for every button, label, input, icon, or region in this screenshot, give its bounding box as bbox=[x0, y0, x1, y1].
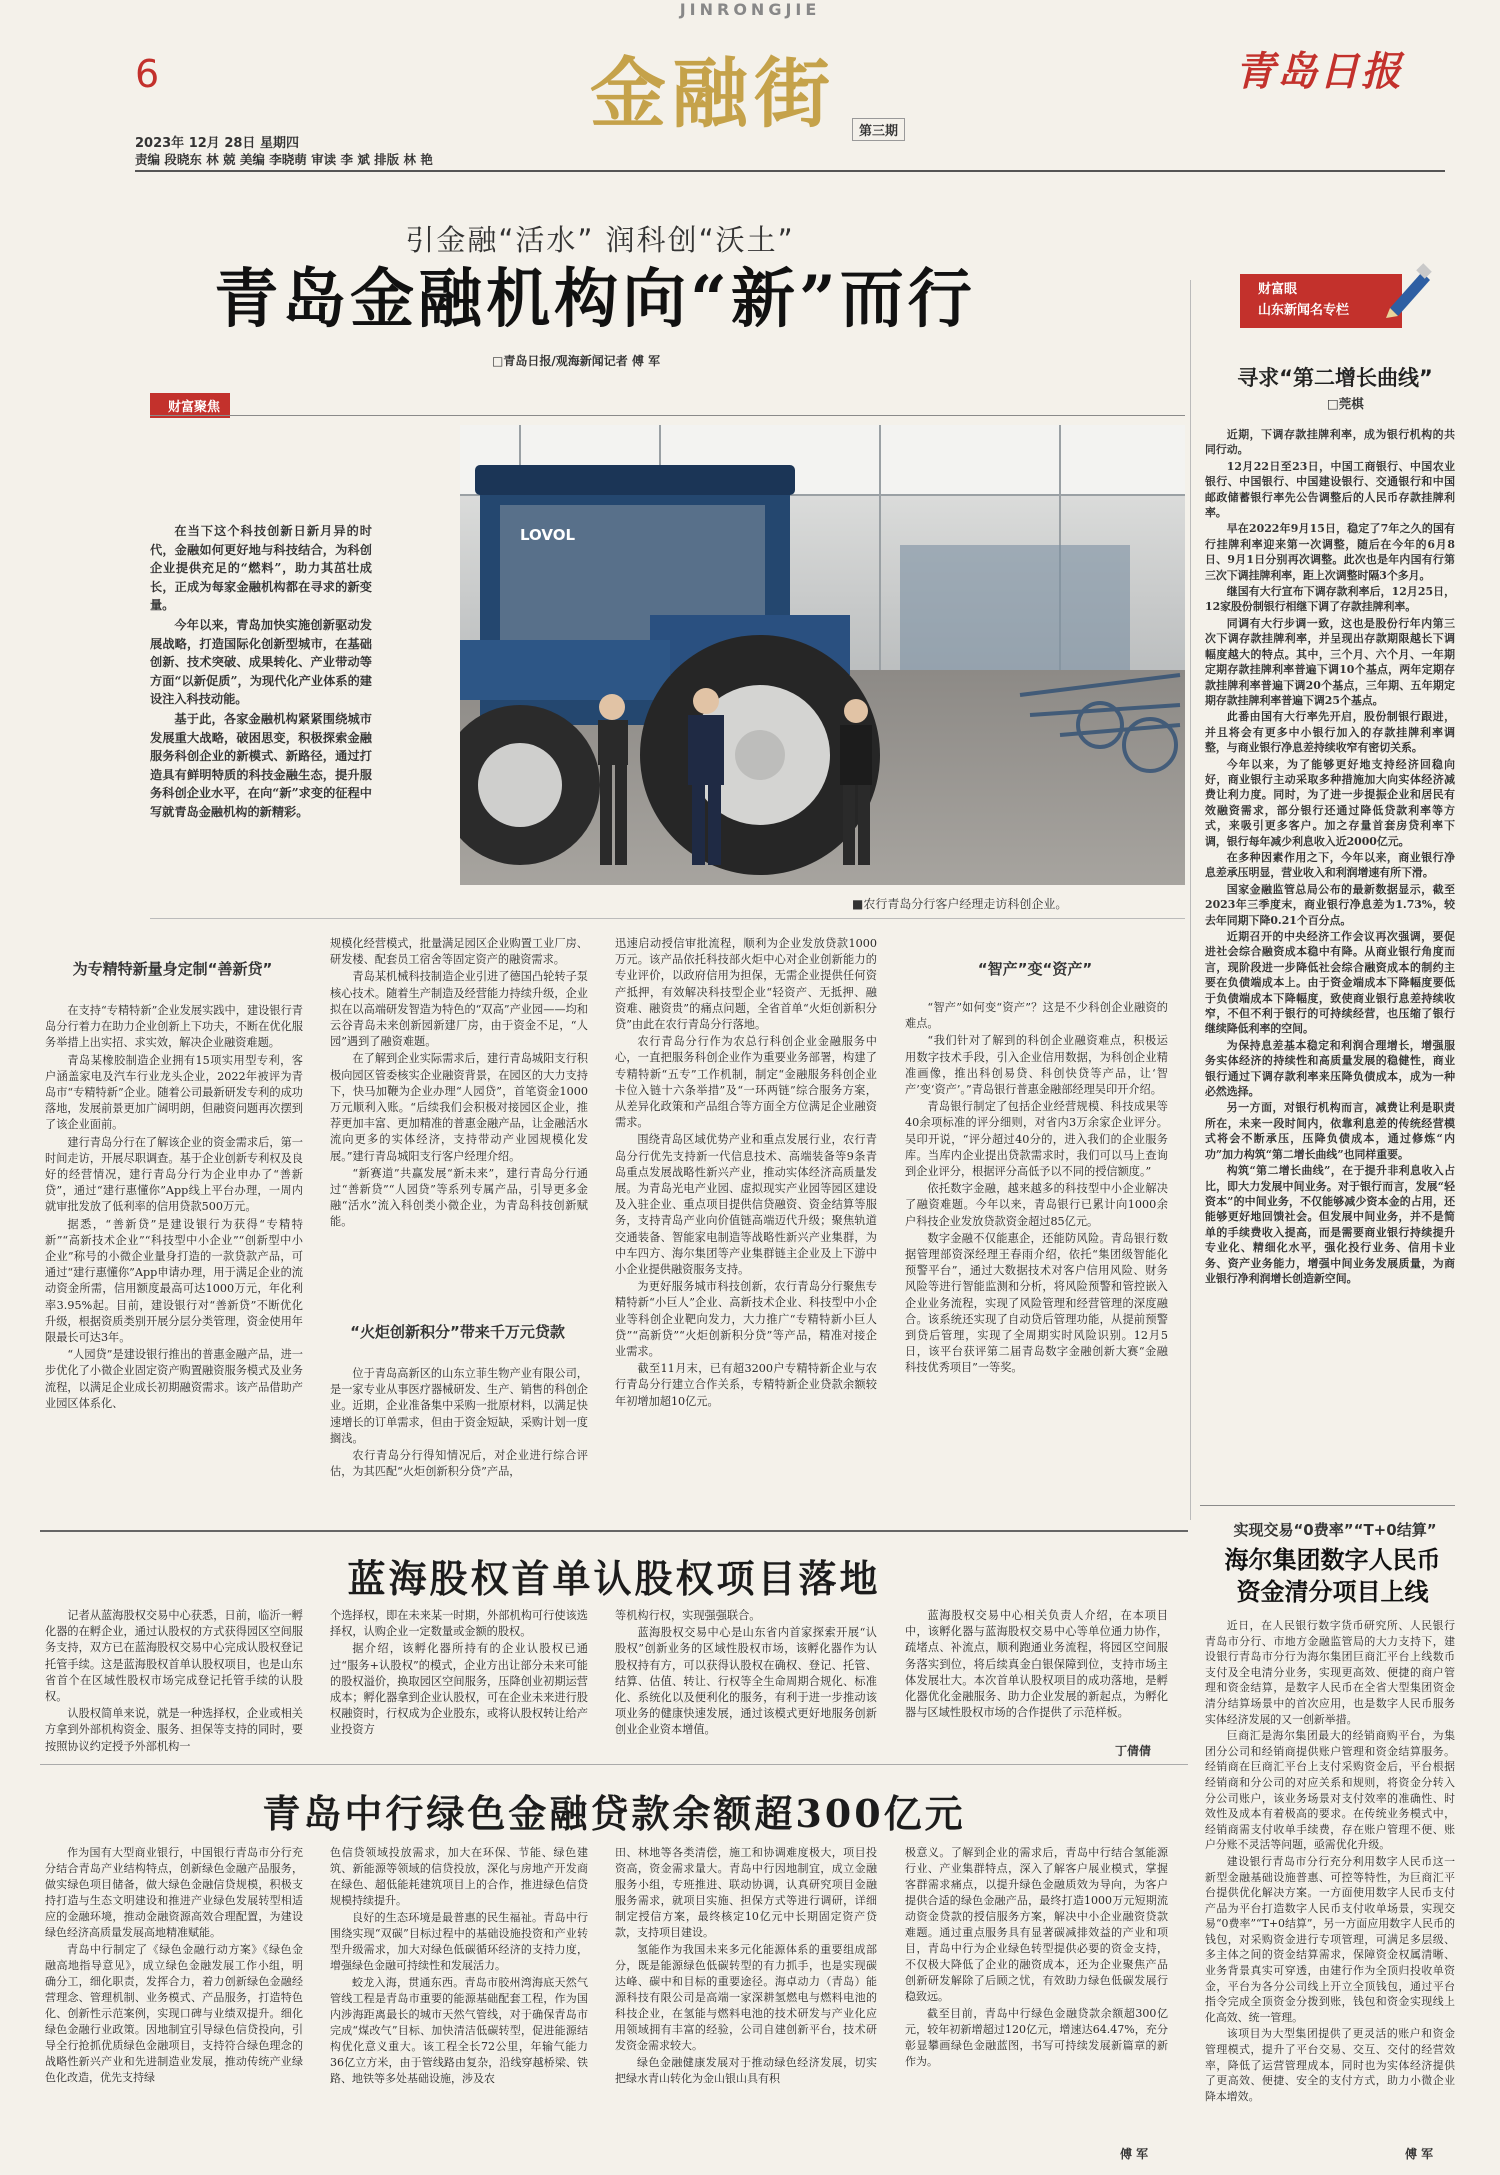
tractor-brand-text: LOVOL bbox=[520, 526, 576, 544]
text-paragraph: 规模化经营模式，批量满足园区企业购置工业厂房、研发楼、配套员工宿舍等固定资产的融资需求。 bbox=[330, 937, 588, 967]
haier-body bbox=[1205, 1618, 1455, 2104]
text-paragraph: 截至目前，青岛中行绿色金融贷款余额超300亿元，较年初新增超过120亿元，增速达64.47%，充分彰显攀画绿色金融蓝图，书写可持续发展新篇章的新作为。 bbox=[905, 2007, 1168, 2068]
lead-col-2a bbox=[330, 936, 588, 1231]
text-paragraph: 绿色金融健康发展对于推动绿色经济发展，切实把绿水青山转化为金山银山具有积 bbox=[615, 2056, 877, 2085]
text-paragraph: 近期，下调存款挂牌利率，成为银行机构的共同行动。 bbox=[1205, 428, 1455, 457]
staff-line: 责编 段晓东 林 兢 美编 李晓萌 审读 李 斌 排版 林 艳 bbox=[135, 152, 433, 167]
text-paragraph: 良好的生态环境是最普惠的民生福祉。青岛中行围绕实现“双碳”目标过程中的基础设施投资和产业转型升级需求，加大对绿色低碳循环经济的支持力度，增强绿色金融可持续性和发展活力。 bbox=[330, 1911, 588, 1972]
lead-col-2b bbox=[330, 1366, 588, 1480]
lanhai-col-2 bbox=[330, 1608, 588, 1739]
text-paragraph: “人园贷”是建设银行推出的普惠金融产品，进一步优化了小微企业固定资产购置融资服务模式及业务流程，以满足企业成长初期融资需求。该产品借助产业园区体系化、 bbox=[45, 1348, 303, 1410]
lead-subhead-1: 为专精特新量身定制“善新贷” bbox=[72, 960, 273, 978]
text-paragraph: 12月22日至23日，中国工商银行、中国农业银行、中国银行、中国建设银行、交通银行和中国邮政储蓄银行率先公告调整后的人民币存款挂牌利率。 bbox=[1205, 459, 1455, 520]
lead-mid-rule bbox=[150, 918, 1185, 919]
text-paragraph: 青岛中行制定了《绿色金融行动方案》《绿色金融高地指导意见》，成立绿色金融发展工作小组，明确分工，细化职责，发挥合力，着力创新绿色金融经营理念、管理机制、业务模式、产品服务，打造特色化、创新性示范案例，实现口碑与业绩双提升。细化绿色金融行业政策。因地制宜引导绿色信贷投向，引导全行抢抓优质绿色金融项目，支持符合绿色理念的战略性新兴产业和先进制造业发展，推动传统产业绿色化改造，优先支持绿 bbox=[45, 1943, 303, 2084]
green-col-2 bbox=[330, 1845, 588, 2087]
haier-top-rule bbox=[1200, 1505, 1455, 1506]
page-number: 6 bbox=[135, 52, 160, 96]
text-paragraph: 今年以来，为了能够更好地支持经济回稳向好，商业银行主动采取多种措施加大向实体经济减费让利力度。同时，为了进一步提振企业和居民有效融资需求，部分银行还通过降低贷款利率等方式，来吸引更多客户。加之存量首套房贷利率下调，银行每年减少利息收入近2000亿元。 bbox=[1205, 757, 1455, 848]
text-paragraph: 围绕青岛区域优势产业和重点发展行业，农行青岛分行优先支持新一代信息技术、高端装备等9条青岛重点发展战略性新兴产业，推动实体经济高质量发展。为青岛光电产业园、虚拟现实产业园等园区建设及入驻企业、重点项目提供信贷融资、资金结算等服务，支持青岛产业向价值链高端迈代升级；聚焦轨道交通装备、智能家电制造等战略性新兴产业集群，为中车四方、海尔集团等产业集群链主企业及上下游中小企业提供融资服务支持。 bbox=[615, 1133, 877, 1277]
text-paragraph: 早在2022年9月15日，稳定了7年之久的国有行挂牌利率迎来第一次调整，随后在今年的6月8日、9月1日分别再次调整。此次也是年内国有行第三次下调挂牌利率，距上次调整时隔3个多月。 bbox=[1205, 522, 1455, 582]
text-paragraph: 蓝海股权交易中心相关负责人介绍，在本项目中，该孵化器与蓝海股权交易中心等单位通力协作，疏堵点、补流点，顺利跑通业务流程，将园区空间服务落实到位，将后续真金白银保障到位，支持市场主体发展壮大。本次首单认股权项目的成功落地，是孵化器优化金融服务、助力企业发展的新起点，为孵化器与区域性股权市场的合作提供了示范样板。 bbox=[905, 1609, 1168, 1720]
text-paragraph: 据介绍，该孵化器所持有的企业认股权已通过“服务+认股权”的模式，企业方出让部分未来可能的股权溢价，换取园区空间服务，压降创业初期运营成本；孵化器拿到企业认股权，可在企业未来进行股权融资时，行权成为企业股东，或将认股权转让给产业投资方 bbox=[330, 1642, 588, 1737]
text-paragraph: 另一方面，对银行机构而言，减费让利是职责所在，未来一段时间内，依靠利息差的传统经营模式将会不断承压，压降负债成本，通过修炼“内功”加力构筑“第二增长曲线”也同样重要。 bbox=[1205, 1101, 1455, 1161]
green-col-3 bbox=[615, 1845, 877, 2087]
green-col-4 bbox=[905, 1845, 1168, 2070]
text-paragraph: “新赛道”共赢发展“新未来”，建行青岛分行通过“善新贷”“人园贷”等系列专属产品，引导更多金融“活水”流入科创类小微企业，为青岛科技创新赋能。 bbox=[330, 1166, 588, 1229]
lead-byline: □青岛日报/观海新闻记者 傅 军 bbox=[492, 354, 661, 368]
column-tag-line1: 财富眼 bbox=[1258, 282, 1298, 297]
text-paragraph: 蛟龙入海，贯通东西。青岛市胶州湾海底天然气管线工程是青岛市重要的能源基础配套工程，作为国内涉海距离最长的城市天然气管线，对于确保青岛市完成“煤改气”目标、加快清洁低碳转型，促进能源结构优化意义重大。该工程全长72公里，年输气能力36亿立方米，由于管线路由复杂，沿线穿越桥梁、铁路、地铁等多处基础设施，涉及农 bbox=[330, 1976, 588, 2085]
text-paragraph: 色信贷领域投放需求，加大在环保、节能、绿色建筑、新能源等领域的信贷投放，深化与房地产开发商在绿色、超低能耗建筑项目上的合作，推进绿色信贷规模持续提升。 bbox=[330, 1846, 588, 1907]
haier-kicker: 实现交易“0费率”“T+0结算” bbox=[1233, 1521, 1437, 1539]
section-title: 金融街 bbox=[590, 49, 836, 138]
haier-headline-2: 资金清分项目上线 bbox=[1236, 1578, 1429, 1606]
text-paragraph: 在多种因素作用之下，今年以来，商业银行净息差承压明显，营业收入和利润增速有所下滑。 bbox=[1205, 850, 1455, 880]
green-top-rule bbox=[40, 1764, 1188, 1765]
text-paragraph: 同调有大行步调一致，这也是股份行年内第三次下调存款挂牌利率，并呈现出存款期限越长下调幅度越大的特点。其中，三个月、六个月、一年期定期存款挂牌利率普遍下调10个基点，两年定期存款挂牌利率普遍下调20个基点，三年期、五年期定期存款挂牌利率普遍下调25个基点。 bbox=[1205, 616, 1455, 707]
lanhai-col-1 bbox=[45, 1608, 303, 1755]
pinyin-header: JINRONGJIE bbox=[679, 0, 821, 19]
text-paragraph: 国家金融监管总局公布的最新数据显示，截至2023年三季度末，商业银行净息差为1.73%，较去年同期下降0.21个百分点。 bbox=[1205, 882, 1455, 927]
text-paragraph: 田、林地等各类清偿，施工和协调难度极大，项目投资高，资金需求量大。青岛中行因地制宜，成立金融服务小组，专班推进、联动协调，认真研究项目金融服务需求，就项目实施、担保方式等进行调研，详细制定授信方案，最终核定10亿元中长期固定资产贷款，支持项目建设。 bbox=[615, 1846, 877, 1939]
lanhai-col-3 bbox=[615, 1608, 877, 1739]
intro-paragraph: 基于此，各家金融机构紧紧围绕城市发展重大战略，破困思变，积极探索金融服务科创企业的新模式、新路径，通过打造具有鲜明特质的科技金融生态，提升服务科创企业水平，在向“新”求变的征程中写就青岛金融机构的新精彩。 bbox=[150, 711, 372, 819]
text-paragraph: 依托数字金融，越来越多的科技型中小企业解决了融资难题。今年以来，青岛银行已累计向1000余户科技企业发放贷款资金超过85亿元。 bbox=[905, 1182, 1168, 1228]
text-paragraph: 巨商汇是海尔集团最大的经销商购平台，为集团分公司和经销商提供账户管理和资金结算服务。经销商在巨商汇平台上支付采购资金后，平台根据经销商和分公司的对应关系和规则，将资金分转入分公司账户，该业务场景对支付效率的准确性、时效性及成本有着极高的要求。在传统业务模式中，经销商需支付收单手续费，存在账户管理不便、账户分账不灵活等问题，亟需优化升级。 bbox=[1205, 1729, 1455, 1852]
text-paragraph: 继国有大行宣布下调存款利率后，12月25日，12家股份制银行相继下调了存款挂牌利率。 bbox=[1205, 585, 1455, 614]
text-paragraph: 农行青岛分行作为农总行科创企业金融服务中心，一直把服务科创企业作为重要业务部署，构建了专精特新“五专”工作机制，制定“金融服务科创企业卡位入链十六条举措”及“一环两链”综合服务方案，从差异化政策和产品组合等方面全方位满足企业融资需求。 bbox=[615, 1035, 877, 1130]
text-paragraph: “我们针对了解到的科创企业融资难点，积极运用数字技术手段，引入企业信用数据，为科创企业精准画像，推出科创易贷、科创快贷等产品，让‘智产’变‘资产’。”青岛银行普惠金融部经理吴印开介绍。 bbox=[905, 1034, 1168, 1097]
green-headline: 青岛中行绿色金融贷款余额超300亿元 bbox=[262, 1791, 966, 1836]
column-tag-line2: 山东新闻名专栏 bbox=[1258, 303, 1350, 318]
text-paragraph: 青岛某橡胶制造企业拥有15项实用型专利，客户涵盖家电及汽车行业龙头企业，2022年被评为青岛市“专精特新”企业。随着公司最新研发专利的成功落地，发展前景更加广阔明朗，但融资问题再次摆到了该企业面前。 bbox=[45, 1053, 303, 1132]
date-line: 2023年 12月 28日 星期四 bbox=[135, 136, 299, 151]
right-column-divider bbox=[1190, 280, 1191, 1520]
text-paragraph: 等机构行权，实现强强联合。 bbox=[615, 1609, 761, 1622]
lead-col-4 bbox=[905, 1000, 1168, 1377]
text-paragraph: 为更好服务城市科技创新，农行青岛分行聚焦专精特新“小巨人”企业、高新技术企业、科技型中小企业等科创企业靶向发力，大力推广“专精特新小巨人贷”“高新贷”“火炬创新积分贷”等产品，精准对接企业需求。 bbox=[615, 1280, 877, 1359]
text-paragraph: 青岛银行制定了包括企业经营规模、科技成果等40余项标准的评分细则，对省内3万余家企业评分。吴印开说，“评分超过40分的，进入我们的企业服务库。当库内企业提出贷款需求时，我们可以马上查询到企业评分，根据评分高低予以不同的授信额度。” bbox=[905, 1100, 1168, 1179]
lead-intro bbox=[150, 522, 372, 822]
lead-tag-rule bbox=[150, 415, 1185, 416]
text-paragraph: 位于青岛高新区的山东立菲生物产业有限公司，是一家专业从事医疗器械研发、生产、销售的科创企业。近期，企业准备集中采购一批原材料，以满足快速增长的订单需求，但由于资金短缺，采购计划一度搁浅。 bbox=[330, 1367, 588, 1445]
green-byline: 傅 军 bbox=[1120, 2147, 1149, 2161]
haier-headline-1: 海尔集团数字人民币 bbox=[1224, 1546, 1441, 1574]
intro-paragraph: 在当下这个科技创新日新月异的时代，金融如何更好地与科技结合，为科创企业提供充足的“燃料”，助力其茁壮成长，正成为每家金融机构都在寻求的新变量。 bbox=[150, 524, 372, 613]
text-paragraph: 为保持息差基本稳定和利润合理增长，增强服务实体经济的持续性和高质量发展的稳健性，商业银行通过下调存款利率来压降负债成本，成为一种必然选择。 bbox=[1205, 1038, 1455, 1099]
lead-subhead-4: “智产”变“资产” bbox=[977, 960, 1093, 978]
text-paragraph: 建设银行青岛市分行充分利用数字人民币这一新型金融基础设施普惠、可控等特性，为巨商汇平台提供优化解决方案。一方面使用数字人民币支付产品为平台打造数字人民币支付收单场景，实现交易“0费率”“T+0结算”，另一方面应用数字人民币的钱包，对采购资金进行专项管理，可满足多层级、多主体之间的资金结算需求，保障资金权属清晰、业务背景真实可穿透，由建行作为全顶归投收单资金，平台为各分公司线上开立全顶钱包，通过平台指令完成全顶资金分拨到账，钱包和资金实现线上化高效、统一管理。 bbox=[1205, 1854, 1455, 2024]
text-paragraph: 认股权简单来说，就是一种选择权，企业或相关方拿到外部机构资金、服务、担保等支持的同时，要按照协议约定授予外部机构一 bbox=[45, 1707, 303, 1753]
pen-icon bbox=[1378, 258, 1438, 322]
newspaper-name: 青岛日报 bbox=[1235, 48, 1403, 95]
lead-tag: 财富聚焦 bbox=[150, 393, 230, 418]
lead-col-1 bbox=[45, 1003, 303, 1412]
text-paragraph: 蓝海股权交易中心是山东省内首家探索开展“认股权”创新业务的区域性股权市场，该孵化器作为认股权持有方，可以获得认股权在确权、登记、托管、结算、估值、转让、行权等全生命周期合规化、标准化、系统化以及便利化的服务，有利于进一步推动该项业务的健康快速发展，通过该模式更好地服务创新创业企业资本增值。 bbox=[615, 1626, 877, 1737]
intro-paragraph: 今年以来，青岛加快实施创新驱动发展战略，打造国际化创新型城市，在基础创新、技术突破、成果转化、产业带动等方面“以新促质”，为现代化产业体系的建设注入科技动能。 bbox=[150, 617, 372, 707]
lanhai-top-rule bbox=[40, 1530, 1188, 1532]
column-title: 寻求“第二增长曲线” bbox=[1237, 366, 1433, 390]
text-paragraph: 迅速启动授信审批流程，顺利为企业发放贷款1000万元。该产品依托科技部火炬中心对企业创新能力的专业评价，以政府信用为担保，无需企业提供任何资产抵押，有效解决科技型企业“轻资产、无抵押、融资难、融资贵”的痛点问题，全省首单“火炬创新积分贷”由此在农行青岛分行落地。 bbox=[615, 937, 877, 1032]
text-paragraph: 近期召开的中央经济工作会议再次强调，要促进社会综合融资成本稳中有降。从商业银行角度而言，现阶段进一步降低社会综合融资成本的制约主要在负债端成本上。由于资金端成本下降幅度要低于负债端成本下降幅度，致使商业银行息差持续收窄，不但不利于银行的可持续经营，也压缩了银行继续降低利率的空间。 bbox=[1205, 930, 1455, 1036]
text-paragraph: 农行青岛分行得知情况后，对企业进行综合评估，为其匹配“火炬创新积分贷”产品， bbox=[330, 1449, 588, 1479]
lead-col-3 bbox=[615, 936, 877, 1410]
text-paragraph: 据悉，“善新贷”是建设银行为获得“专精特新”“高新技术企业”“科技型中小企业”“创新型中小企业”称号的小微企业量身打造的一款贷款产品，可通过“建行惠懂你”App申请办理，用于满足企业的流动资金所需，信用额度最高可达1000万元，年化利率3.95%起。目前，建设银行对“善新贷”不断优化升级，根据资质类别开展分层分类管理，资金使用年限最长可达3年。 bbox=[45, 1217, 303, 1345]
text-paragraph: 个选择权，即在未来某一时期，外部机构可行使该选择权，认购企业一定数量或金额的股权。 bbox=[330, 1609, 588, 1639]
newspaper-logo bbox=[1235, 40, 1405, 100]
text-paragraph: 近日，在人民银行数字货币研究所、人民银行青岛市分行、市地方金融监管局的大力支持下，建设银行青岛市分行为海尔集团巨商汇平台上线数币支付及全电清分业务，实现更高效、便捷的商户管理和资金结算，是数字人民币在全省大型集团资金清分结算场景中的首次应用，也是数字人民币服务实体经济发展的又一创新举措。 bbox=[1205, 1619, 1455, 1726]
tractor-photo-illustration bbox=[460, 425, 1185, 885]
lanhai-col-4 bbox=[905, 1608, 1168, 1721]
text-paragraph: “智产”如何变“资产”？这是不少科创企业融资的难点。 bbox=[905, 1001, 1168, 1031]
text-paragraph: 极意义。了解到企业的需求后，青岛中行结合氢能源行业、产业集群特点，深入了解客户展业模式，掌握客群需求痛点，以提升绿色金融质效为导向，为客户提供合适的绿色金融产品，最终打造1000万元短期流动资金贷款的授信服务方案，解决中小企业融资贷款难题。通过重点服务具有显著碳减排效益的产业和项目，青岛中行为企业绿色转型提供必要的资金支持，不仅极大降低了企业的融资成本，还为企业聚焦产品创新研发解除了后顾之忧，有效助力绿色低碳发展行稳致远。 bbox=[905, 1846, 1168, 2003]
text-paragraph: 构筑“第二增长曲线”，在于提升非利息收入占比，即大力发展中间业务。对于银行而言，发展“轻资本”的中间业务，不仅能够减少资本金的占用，还能够更好地回馈社会。但发展中间业务，并不是简单的手续费收入提高，而是需要商业银行持续提升专业化、精细化水平，强化投行业务、信用卡业务、资产业务能力，增强中间业务发展质量，为商业银行净利润增长创造新空间。 bbox=[1205, 1164, 1455, 1285]
text-paragraph: 此番由国有大行率先开启，股份制银行跟进，并且将会有更多中小银行加入的存款挂牌利率调整，与商业银行净息差持续收窄有密切关系。 bbox=[1205, 710, 1455, 755]
haier-byline: 傅 军 bbox=[1405, 2147, 1434, 2161]
green-col-1 bbox=[45, 1845, 303, 2086]
lead-photo bbox=[460, 425, 1185, 885]
lead-subhead-2: “火炬创新积分”带来千万元贷款 bbox=[350, 1323, 565, 1341]
text-paragraph: 青岛某机械科技制造企业引进了德国凸轮转子泵核心技术。随着生产制造及经营能力持续升级，企业拟在以高端研发智造为特色的“双高”产业园——均和云谷青岛未来创新园新建厂房，由于资金不足，“人园”遇到了融资难题。 bbox=[330, 970, 588, 1049]
text-paragraph: 在了解到企业实际需求后，建行青岛城阳支行积极向园区管委核实企业融资背景，在园区的大力支持下，快马加鞭为企业办理“人园贷”，首笔资金1000万元顺利入账。“后续我们会积极对接园区企业，推荐更加丰富、更加精准的普惠金融产品，让金融活水流向更多的实体经济，支持带动产业园规模化发展。”建行青岛城阳支行客户经理介绍。 bbox=[330, 1052, 588, 1163]
text-paragraph: 记者从蓝海股权交易中心获悉，日前，临沂一孵化器的在孵企业，通过认股权的方式获得园区空间服务支持，双方已在蓝海股权交易中心完成认股权登记托管手续。这是蓝海股权首单认股权项目，也是山东省首个在区域性股权市场完成登记托管手续的认股权。 bbox=[45, 1609, 303, 1704]
lanhai-headline: 蓝海股权首单认股权项目落地 bbox=[347, 1556, 881, 1601]
lead-kicker: 引金融“活水” 润科创“沃土” bbox=[405, 223, 795, 257]
photo-caption: ■农行青岛分行客户经理走访科创企业。 bbox=[852, 897, 1068, 911]
masthead-rule bbox=[135, 170, 1445, 172]
text-paragraph: 建行青岛分行在了解该企业的资金需求后，第一时间走访，开展尽职调查。基于企业创新专利权及良好的经营情况，建行青岛分行为企业申办了“善新贷”，通过“建行惠懂你”App线上平台办理，一周内就审批发放了低利率的信用贷款500万元。 bbox=[45, 1135, 303, 1214]
text-paragraph: 截至11月末，已有超3200户专精特新企业与农行青岛分行建立合作关系，专精特新企业贷款余额较年初增加超10亿元。 bbox=[615, 1362, 877, 1408]
column-author: □莞棋 bbox=[1327, 396, 1364, 411]
issue-label: 第三期 bbox=[852, 118, 905, 141]
lanhai-byline: 丁倩倩 bbox=[1115, 1744, 1152, 1758]
lead-headline: 青岛金融机构向“新”而行 bbox=[214, 262, 976, 337]
text-paragraph: 该项目为大型集团提供了更灵活的账户和资金管理模式，提升了平台交易、交互、交付的经营效率，降低了运营管理成本，同时也为实体经济提供了更高效、便捷、安全的支付方式，助力小微企业降本增效。 bbox=[1205, 2027, 1455, 2103]
text-paragraph: 数字金融不仅能惠企，还能防风险。青岛银行数据管理部资深经理王春雨介绍，依托“集团级智能化预警平台”，通过大数据技术对客户信用风险、财务风险等进行智能监测和分析，将风险预警和管控嵌入企业业务流程，实现了风险管理和经营管理的深度融合。该系统还实现了自动贷后管理功能，从提前预警到贷后管理，实现了全周期实时风险识别。12月5日，该平台获评第二届青岛数字金融创新大赛“金融科技优秀项目”一等奖。 bbox=[905, 1231, 1168, 1375]
text-paragraph: 在支持“专精特新”企业发展实践中，建设银行青岛分行着力在助力企业创新上下功夫，不断在优化服务举措上出实招、求实效，解决企业融资难题。 bbox=[45, 1004, 303, 1050]
text-paragraph: 氢能作为我国未来多元化能源体系的重要组成部分，既是能源绿色低碳转型的有力抓手，也是实现碳达峰、碳中和目标的重要途径。海卓动力（青岛）能源科技有限公司是高端一家深耕氢燃电与燃料电池的科技企业，在氢能与燃料电池的技术研发与产业化应用领域拥有丰富的经验，公司自建创新平台，技术研发资金需求较大。 bbox=[615, 1943, 877, 2052]
column-body bbox=[1205, 427, 1455, 1286]
text-paragraph: 作为国有大型商业银行，中国银行青岛市分行充分结合青岛产业结构特点，创新绿色金融产品服务，做实绿色项目储备，做大绿色金融信贷规模，积极支持打造与生态文明建设和推进产业绿色发展转型相适应的金融环境，推动金融资源高效合理配置，为建设绿色经济高质量发展高地精准赋能。 bbox=[45, 1846, 303, 1939]
